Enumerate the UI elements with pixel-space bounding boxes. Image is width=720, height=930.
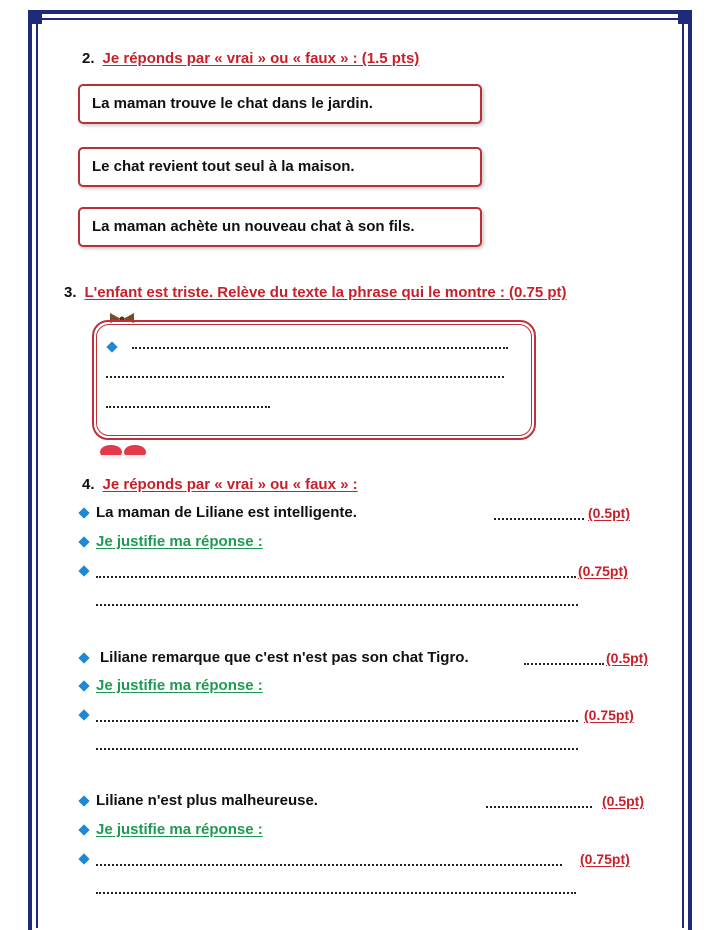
question-text: L'enfant est triste. Relève du texte la phrase qui le montre : (0.75 pt): [84, 284, 567, 301]
statement-text: Liliane n'est plus malheureuse.: [96, 792, 318, 809]
statement-box[interactable]: [78, 207, 482, 247]
question-4-title: [82, 476, 358, 493]
points-label: (0.5pt): [588, 505, 630, 521]
answer-line[interactable]: [96, 864, 562, 866]
answer-box[interactable]: [92, 320, 536, 440]
statement-text: Le chat revient tout seul à la maison.: [92, 158, 355, 175]
points-label: (0.75pt): [584, 707, 634, 723]
answer-line[interactable]: [96, 604, 578, 606]
answer-line[interactable]: [106, 376, 504, 378]
statement-text: La maman de Liliane est intelligente.: [96, 504, 357, 521]
border-corner: [28, 10, 42, 24]
question-number: 4.: [82, 476, 95, 493]
answer-line[interactable]: [96, 720, 578, 722]
statement-box[interactable]: [78, 84, 482, 124]
points-label: (0.75pt): [580, 851, 630, 867]
answer-line[interactable]: [524, 663, 604, 665]
shoes-decoration-icon: [98, 443, 148, 463]
answer-line[interactable]: [106, 406, 270, 408]
answer-line[interactable]: [132, 347, 508, 349]
answer-line[interactable]: [96, 576, 576, 578]
question-2-title: [82, 50, 419, 67]
justify-label: Je justifie ma réponse :: [96, 533, 263, 550]
statement-text: Liliane remarque que c'est n'est pas son chat Tigro.: [100, 649, 469, 666]
answer-line[interactable]: [486, 806, 592, 808]
statement-text: La maman achète un nouveau chat à son fils.: [92, 218, 415, 235]
points-label: (0.75pt): [578, 563, 628, 579]
points-label: (0.5pt): [606, 650, 648, 666]
question-text: Je réponds par « vrai » ou « faux » : (1.5 pts): [102, 50, 420, 67]
answer-line[interactable]: [96, 892, 576, 894]
points-label: (0.5pt): [602, 793, 644, 809]
answer-line[interactable]: [494, 518, 584, 520]
question-number: 2.: [82, 50, 95, 67]
question-number: 3.: [64, 284, 77, 301]
statement-box[interactable]: [78, 147, 482, 187]
question-text: Je réponds par « vrai » ou « faux » :: [102, 476, 358, 493]
border-corner: [678, 10, 692, 24]
question-3-title: [64, 284, 567, 301]
justify-label: Je justifie ma réponse :: [96, 821, 263, 838]
answer-line[interactable]: [96, 748, 578, 750]
statement-text: La maman trouve le chat dans le jardin.: [92, 95, 373, 112]
justify-label: Je justifie ma réponse :: [96, 677, 263, 694]
